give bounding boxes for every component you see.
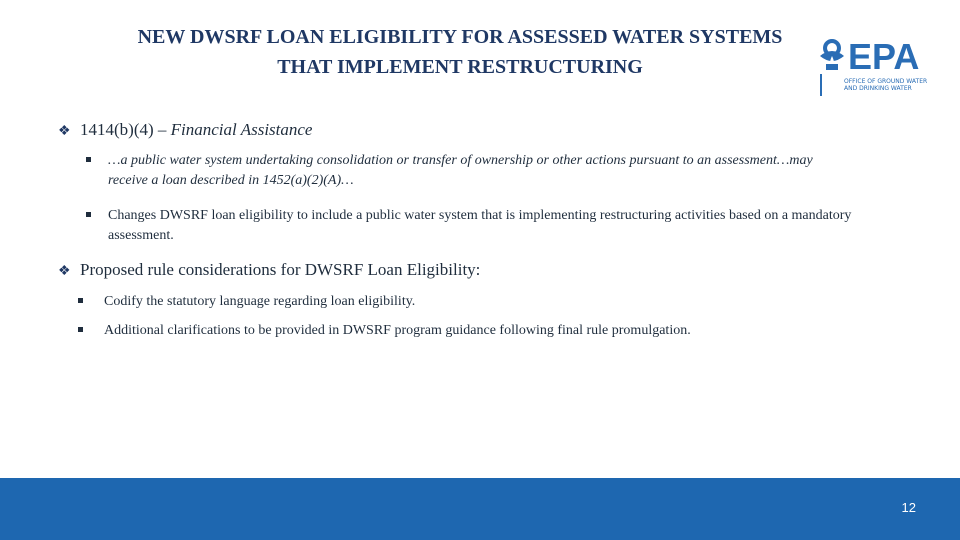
section-heading-1 xyxy=(58,120,312,140)
diamond-bullet-icon: ❖ xyxy=(58,264,71,279)
list-item-text: …a public water system undertaking consolidation or transfer of ownership or other actions pursuant to an assessment…may receive a loan described in 1452(a)(2)(A)… xyxy=(108,153,813,188)
section-heading-2 xyxy=(58,260,480,280)
epa-flower-icon xyxy=(816,36,926,76)
epa-office-line-1: OFFICE OF GROUND WATER xyxy=(844,78,928,85)
epa-wordmark: EPA xyxy=(848,36,920,76)
section-heading-2-text: Proposed rule considerations for DWSRF Loan Eligibility: xyxy=(80,260,481,279)
diamond-bullet-icon: ❖ xyxy=(58,124,71,139)
epa-logo xyxy=(816,36,926,96)
epa-office-line-2: AND DRINKING WATER xyxy=(844,85,912,92)
section-heading-1-italic: Financial Assistance xyxy=(170,120,313,139)
square-bullet-icon xyxy=(86,157,91,162)
page-number: 12 xyxy=(901,500,916,515)
list-item-text: Codify the statutory language regarding loan eligibility. xyxy=(104,294,416,309)
square-bullet-icon xyxy=(78,327,83,332)
logo-divider xyxy=(820,74,822,96)
square-bullet-icon xyxy=(86,212,91,217)
list-item-text: Additional clarifications to be provided in DWSRF program guidance following final rule promulgation. xyxy=(104,323,691,338)
slide-title-line-1: NEW DWSRF LOAN ELIGIBILITY FOR ASSESSED WATER SYSTEMS xyxy=(137,26,783,48)
list-item xyxy=(108,151,828,191)
list-item xyxy=(108,206,908,246)
list-item-text: Changes DWSRF loan eligibility to include a public water system that is implementing restructuring activities based on a mandatory assessment. xyxy=(108,208,852,243)
section-heading-1-main: 1414(b)(4) – xyxy=(80,120,171,139)
list-item xyxy=(104,321,904,341)
list-item xyxy=(104,292,904,312)
footer-bar xyxy=(0,478,960,540)
slide-title xyxy=(110,22,810,82)
slide-title-line-2: THAT IMPLEMENT RESTRUCTURING xyxy=(277,56,643,78)
epa-office-name xyxy=(844,78,926,92)
square-bullet-icon xyxy=(78,298,83,303)
